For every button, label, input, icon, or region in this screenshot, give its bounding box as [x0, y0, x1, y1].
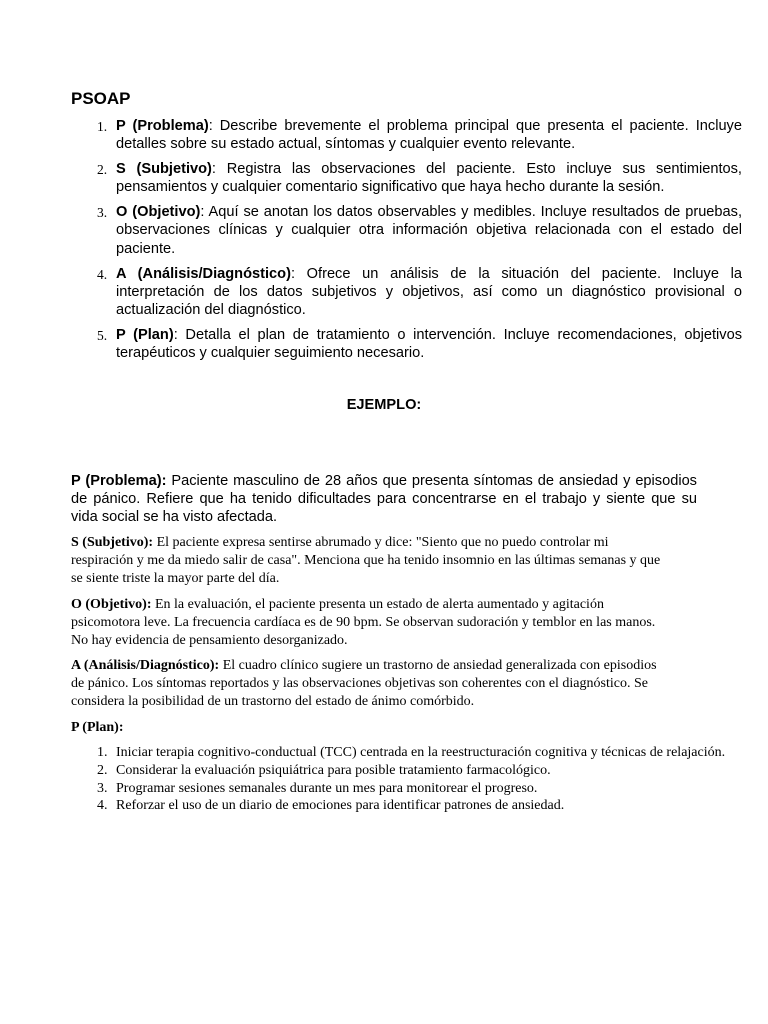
definition-term: S (Subjetivo) [116, 161, 212, 178]
example-subjective-label: S (Subjetivo): [71, 535, 154, 550]
document-title: PSOAP [71, 89, 131, 108]
plan-item [97, 762, 746, 780]
list-number: 3. [97, 205, 108, 221]
definition-item-subjective [97, 160, 742, 196]
example-analysis-label: A (Análisis/Diagnóstico): [71, 658, 220, 673]
definition-item-objective [97, 203, 743, 257]
list-number: 1. [97, 745, 108, 760]
example-heading: EJEMPLO: [346, 397, 422, 413]
definition-text: : Aquí se anotan los datos observables y medibles. Incluye resultados de pruebas, observaciones clínicas y cualquier otra información objetiva relacionada con el estado del paciente. [116, 204, 743, 257]
list-number: 2. [97, 162, 108, 178]
definition-term: P (Plan) [116, 326, 174, 343]
psoap-definitions-list [71, 117, 742, 369]
definition-term: P (Problema) [116, 118, 209, 134]
example-objective-paragraph [71, 596, 663, 649]
plan-item [97, 780, 746, 798]
definition-text: : Ofrece un análisis de la situación del paciente. Incluye la interpretación de los datos subjetivos y objetivos, así como un diagnóstico provisional o actualización del diagnóstico. [116, 265, 742, 318]
definition-item-plan [97, 326, 742, 362]
definition-text: : Detalla el plan de tratamiento o intervención. Incluye recomendaciones, objetivos terapéuticos y cualquier seguimiento necesario. [116, 326, 742, 362]
plan-item-text: Reforzar el uso de un diario de emociones para identificar patrones de ansiedad. [116, 798, 565, 814]
definition-text: : Registra las observaciones del paciente. Esto incluye sus sentimientos, pensamientos y cualquier comentario significativo que haya hecho durante la sesión. [116, 161, 742, 196]
example-plan-label: P (Plan): [71, 720, 124, 735]
example-problem-label: P (Problema): [71, 473, 167, 489]
plan-item [97, 744, 746, 762]
list-number: 5. [97, 327, 108, 343]
plan-item [97, 797, 746, 815]
definition-text: : Describe brevemente el problema principal que presenta el paciente. Incluye detalles sobre su estado actual, síntomas y cualquier evento relevante. [116, 118, 742, 153]
example-plan-list [71, 744, 746, 815]
example-problem-text: Paciente masculino de 28 años que presenta síntomas de ansiedad y episodios de pánico. Refiere que ha tenido dificultades para concentrarse en el trabajo y siente que su vida social se ha visto afectada. [71, 473, 697, 526]
plan-item-text: Programar sesiones semanales durante un mes para monitorear el progreso. [116, 780, 538, 796]
definition-term: A (Análisis/Diagnóstico) [116, 265, 291, 282]
plan-item-text: Considerar la evaluación psiquiátrica para posible tratamiento farmacológico. [116, 762, 551, 778]
list-number: 3. [97, 780, 108, 796]
list-number: 1. [97, 119, 108, 134]
plan-item-text: Iniciar terapia cognitivo-conductual (TCC) centrada en la reestructuración cognitiva y técnicas de relajación. [116, 745, 726, 760]
definition-term: O (Objetivo) [116, 204, 201, 221]
definition-item-analysis [97, 265, 742, 319]
definition-item-problem [97, 117, 742, 153]
list-number: 2. [97, 762, 108, 778]
example-objective-text: En la evaluación, el paciente presenta un estado de alerta aumentado y agitación psicomotora leve. La frecuencia cardíaca es de 90 bpm. Se observan sudoración y temblor en las manos. No hay evidencia de pensamiento desorganizado. [71, 597, 656, 648]
example-problem-paragraph [71, 472, 697, 526]
example-analysis-paragraph [71, 657, 663, 710]
list-number: 4. [97, 798, 108, 814]
example-plan-heading [71, 719, 663, 737]
example-subjective-text: El paciente expresa sentirse abrumado y dice: "Siento que no puedo controlar mi respiración y me da miedo salir de casa". Menciona que ha tenido insomnio en las últimas semanas y que se siente triste la mayor parte del día. [71, 535, 661, 586]
example-objective-label: O (Objetivo): [71, 597, 152, 612]
example-analysis-text: El cuadro clínico sugiere un trastorno de ansiedad generalizada con episodios de pánico. Los síntomas reportados y las observaciones objetivas son coherentes con el diagnóstico. Se considera la posibilidad de un trastorno del estado de ánimo comórbido. [71, 658, 657, 709]
list-number: 4. [97, 266, 108, 282]
example-subjective-paragraph [71, 534, 663, 587]
